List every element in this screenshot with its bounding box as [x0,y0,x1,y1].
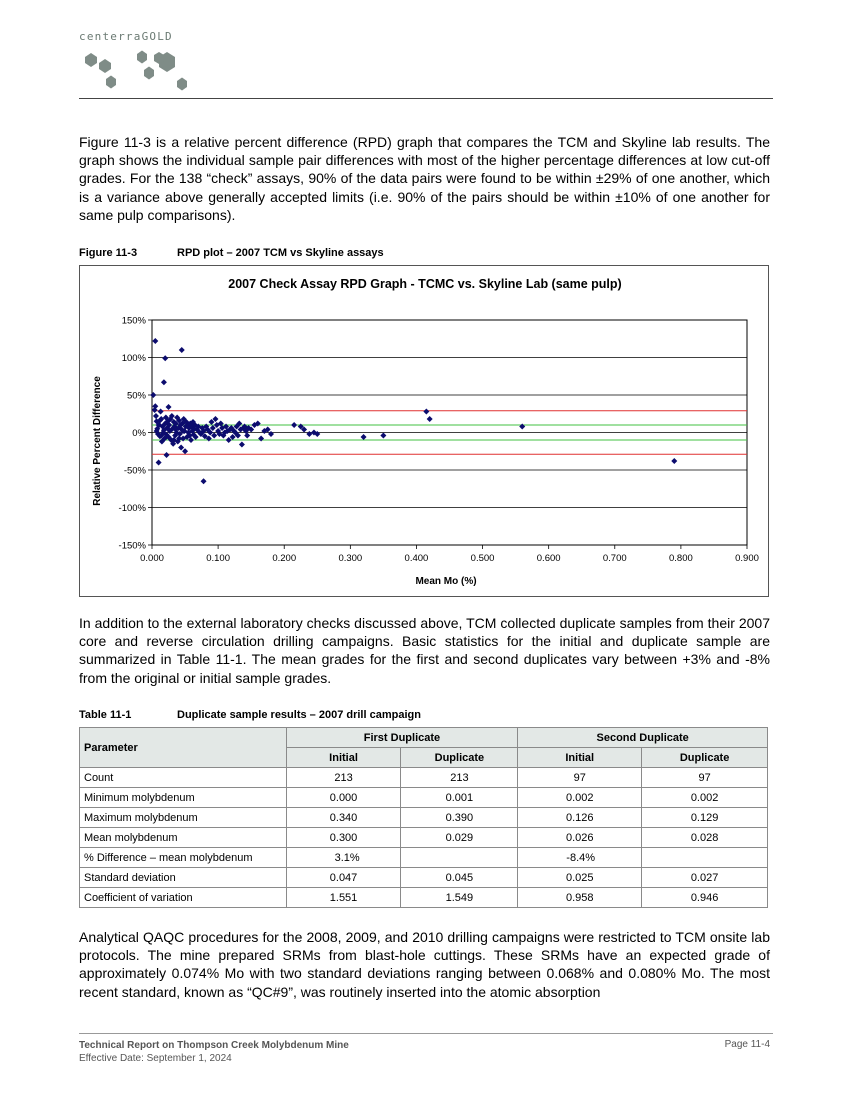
data-point [158,409,164,415]
x-tick-label: 0.800 [668,553,693,564]
cell: 0.025 [518,868,642,888]
data-point [268,431,274,437]
row-label: Minimum molybdenum [80,788,287,808]
data-point [156,460,162,466]
cell: 213 [286,768,401,788]
cell: 0.001 [401,788,518,808]
cell: 1.549 [401,888,518,908]
logo-text: centerraGOLD [79,30,173,43]
data-point [153,413,159,419]
row-label: Maximum molybdenum [80,808,287,828]
data-point [361,434,367,440]
data-point [671,458,677,464]
cell: 0.390 [401,808,518,828]
cell: 0.028 [642,828,768,848]
cell: 3.1% [286,848,401,868]
cell [642,848,768,868]
data-point [427,416,433,422]
cell: 0.047 [286,868,401,888]
cell [401,848,518,868]
x-tick-label: 0.600 [536,553,561,564]
cell: 213 [401,768,518,788]
subheader-duplicate-2: Duplicate [642,748,768,768]
table-row [80,848,768,868]
y-tick-label: 50% [126,390,146,402]
company-logo [79,30,209,94]
header-divider [79,98,773,99]
cell: 0.029 [401,828,518,848]
rpd-chart [79,265,769,597]
y-tick-label: -100% [118,503,146,514]
y-tick-label: -150% [118,540,146,552]
table-header-row [80,728,768,748]
body-paragraph-2: In addition to the external laboratory checks discussed above, TCM collected duplicate samples from their 2007 core and reverse circulation drilling campaigns. Basic statistics for the initial and duplicate sample are summarized in Table 11-1. The mean grades for the first and second duplicates vary between +3% and -8% from the original or initial sample grades. [79,615,770,686]
figure-title: RPD plot – 2007 TCM vs Skyline assays [177,247,384,259]
x-tick-label: 0.500 [470,553,495,564]
data-point [182,448,188,454]
table-number: Table 11-1 [79,709,132,721]
data-point [166,404,172,410]
table-row [80,788,768,808]
data-point [150,392,156,398]
chart-title: 2007 Check Assay RPD Graph - TCMC vs. Skyline Lab (same pulp) [228,277,622,291]
y-tick-label: 150% [121,315,146,327]
x-tick-label: 0.100 [206,553,231,564]
data-point [178,445,184,451]
cell: 1.551 [286,888,401,908]
row-label: Count [80,768,287,788]
data-point [179,347,185,353]
cell: 0.045 [401,868,518,888]
row-label: % Difference – mean molybdenum [80,848,287,868]
table-row [80,888,768,908]
cell: 0.300 [286,828,401,848]
data-point [152,403,158,409]
cell: 0.026 [518,828,642,848]
x-tick-label: 0.000 [140,553,164,564]
data-point [162,355,168,361]
cell: -8.4% [518,848,642,868]
table-row [80,828,768,848]
data-point [380,433,386,439]
cell: 0.958 [518,888,642,908]
data-point [164,452,170,458]
subheader-initial-2: Initial [518,748,642,768]
chart-x-axis-label: Mean Mo (%) [415,576,477,587]
table-row [80,768,768,788]
row-label: Mean molybdenum [80,828,287,848]
x-tick-label: 0.200 [272,553,297,564]
cell: 0.126 [518,808,642,828]
subheader-initial-1: Initial [286,748,401,768]
y-tick-label: 100% [121,353,146,364]
footer-report-title: Technical Report on Thompson Creek Molybdenum Mine [79,1040,349,1051]
data-point [519,424,525,430]
footer-divider [79,1033,773,1034]
row-label: Standard deviation [80,868,287,888]
data-point [152,338,158,344]
table-row [80,808,768,828]
data-point [201,478,207,484]
cell: 0.002 [642,788,768,808]
footer-effective-date: Effective Date: September 1, 2024 [79,1053,232,1064]
y-tick-label: -50% [123,465,146,477]
cell: 97 [518,768,642,788]
data-point [244,433,250,439]
first-duplicate-header: First Duplicate [286,728,518,748]
table-title: Duplicate sample results – 2007 drill campaign [177,709,421,721]
figure-number: Figure 11-3 [79,247,138,259]
second-duplicate-header: Second Duplicate [518,728,768,748]
data-point [423,409,429,415]
body-paragraph-3: Analytical QAQC procedures for the 2008, 2009, and 2010 drilling campaigns were restricted to TCM onsite lab protocols. The mine prepared SRMs from blast-hole cuttings. These SRMs have an expected grade of approximately 0.074% Mo with two standard deviations ranging between 0.068% and 0.080% Mo. The most recent standard, known as “QC#9”, was routinely inserted into the atomic absorption [79,929,770,1000]
data-point [291,422,297,428]
subheader-duplicate-1: Duplicate [401,748,518,768]
cell: 0.340 [286,808,401,828]
logo-hexagons-icon [79,30,209,94]
parameter-header: Parameter [80,728,287,768]
x-tick-label: 0.300 [338,553,363,564]
data-point [161,379,167,385]
cell: 0.129 [642,808,768,828]
rpd-chart-svg [80,266,770,598]
cell: 0.027 [642,868,768,888]
x-tick-label: 0.700 [602,553,627,564]
y-tick-label: 0% [132,428,146,439]
row-label: Coefficient of variation [80,888,287,908]
data-point [306,431,312,437]
footer-page-number: Page 11-4 [724,1039,770,1050]
x-tick-label: 0.400 [404,553,429,564]
cell: 0.000 [286,788,401,808]
table-caption [79,709,421,721]
footer-info [79,1039,349,1065]
data-point [258,436,264,442]
body-paragraph-1: Figure 11-3 is a relative percent difference (RPD) graph that compares the TCM and Skyline lab results. The graph shows the individual sample pair differences with most of the higher percentage differences at low cut-off grades. For the 138 “check” assays, 90% of the data pairs were found to be within ±29% of one another, which is a variance above generally accepted limits (i.e. 90% of the pairs should be within ±10% of one another for same pulp comparisons). [79,134,770,223]
table-row [80,868,768,888]
cell: 0.002 [518,788,642,808]
data-point [239,442,245,448]
chart-y-axis-label: Relative Percent Difference [92,376,103,506]
figure-caption [79,247,384,259]
cell: 97 [642,768,768,788]
duplicate-results-table [79,727,768,908]
cell: 0.946 [642,888,768,908]
x-tick-label: 0.900 [735,553,759,564]
